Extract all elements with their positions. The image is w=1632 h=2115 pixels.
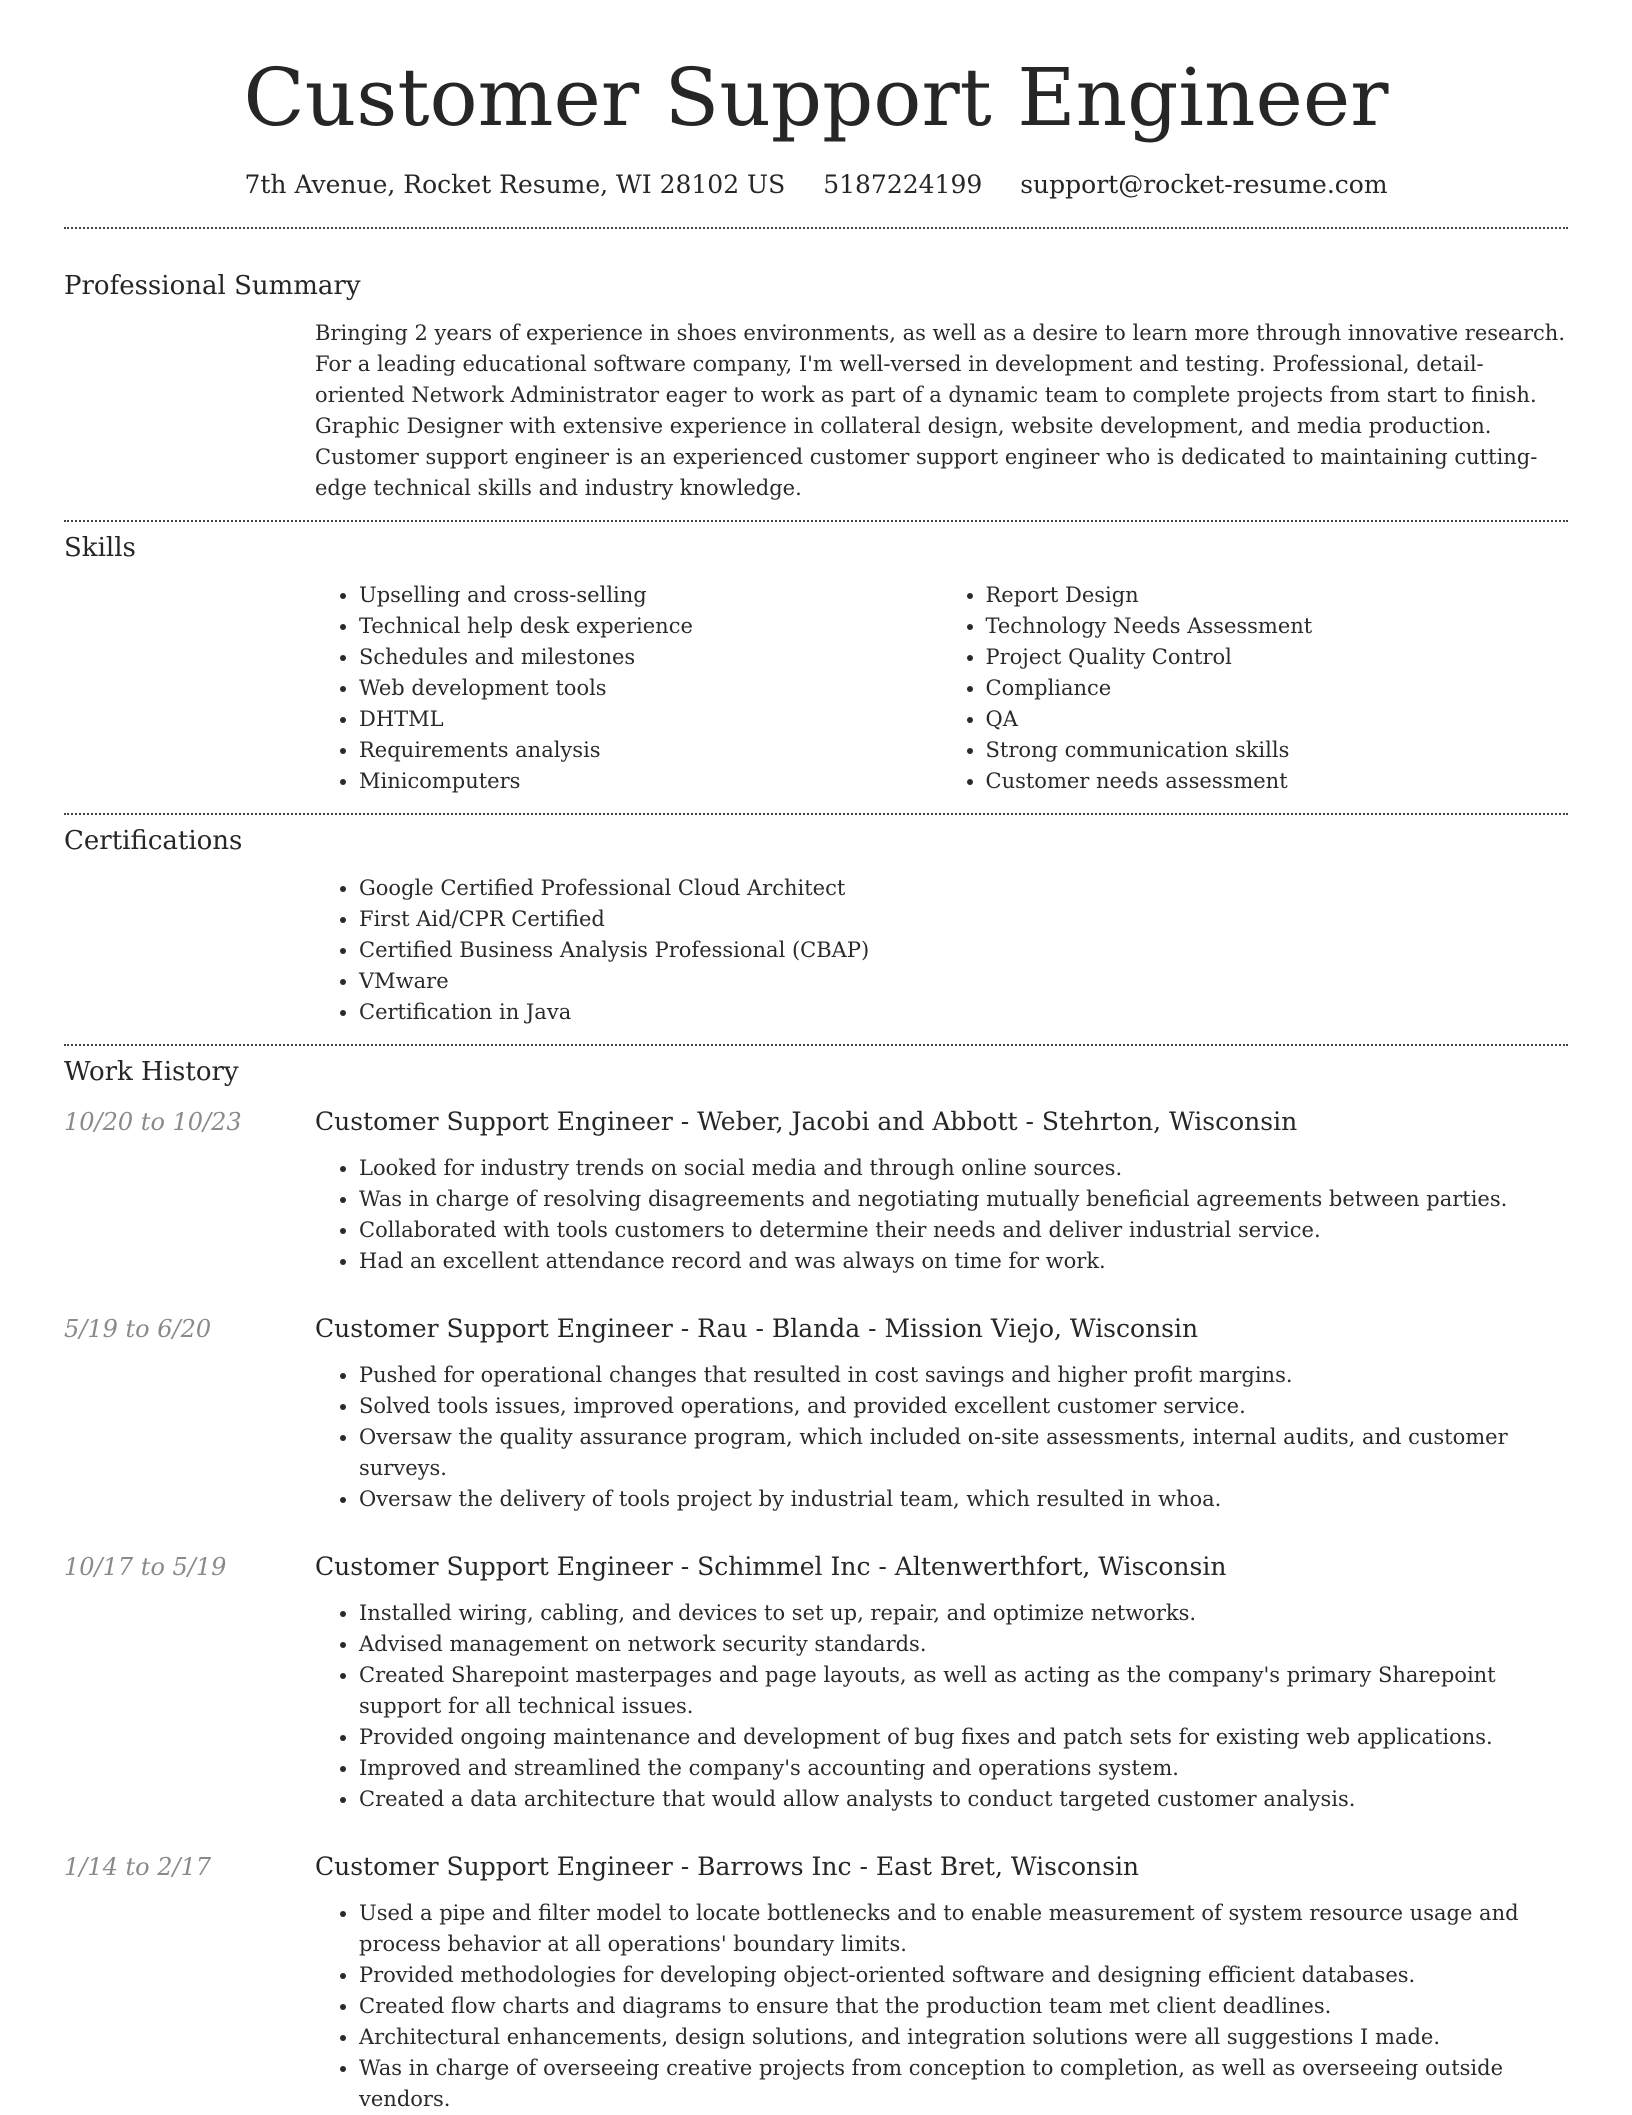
work-section <box>64 1046 1568 2115</box>
job-bullet: • Improved and streamlined the company's accounting and operations system. <box>359 1753 1568 1784</box>
job-bullets <box>315 1898 1568 2115</box>
skill-item: • Report Design <box>986 580 1569 611</box>
skill-item: • Requirements analysis <box>359 735 942 766</box>
certifications-list <box>315 873 1568 1028</box>
summary-text: Bringing 2 years of experience in shoes environments, as well as a desire to learn more through innovative research. For a leading educational software company, I'm well-versed in development and testing. Professional, detail-oriented Network Administrator eager to work as part of a dynamic team to complete projects from start to finish. Graphic Designer with extensive experience in collateral design, website development, and media production. Customer support engineer is an experienced customer support engineer who is dedicated to maintaining cutting-edge technical skills and industry knowledge. <box>315 321 1566 500</box>
job-bullet: • Oversaw the delivery of tools project by industrial team, which resulted in whoa. <box>359 1484 1568 1515</box>
job-bullet: • Looked for industry trends on social media and through online sources. <box>359 1153 1568 1184</box>
job-entry <box>64 1312 1568 1515</box>
job-bullet: • Was in charge of overseeing creative projects from conception to completion, as well as overseeing outside vendors. <box>359 2053 1568 2115</box>
job-bullets <box>315 1153 1568 1277</box>
certifications-section <box>64 815 1568 1028</box>
skill-item: • Customer needs assessment <box>986 766 1569 797</box>
certification-item: • First Aid/CPR Certified <box>359 904 1568 935</box>
summary-section <box>64 229 1568 504</box>
skill-item: • Strong communication skills <box>986 735 1569 766</box>
skills-right-list <box>942 580 1569 797</box>
job-bullets <box>315 1598 1568 1815</box>
job-bullet: • Provided methodologies for developing object-oriented software and designing efficient databases. <box>359 1960 1568 1991</box>
job-title: Customer Support Engineer - Rau - Blanda - Mission Viejo, Wisconsin <box>315 1314 1199 1343</box>
job-bullet: • Oversaw the quality assurance program, which included on-site assessments, internal audits, and customer surveys. <box>359 1422 1568 1484</box>
job-dates: 10/17 to 5/19 <box>64 1553 227 1581</box>
skill-item: • Web development tools <box>359 673 942 704</box>
summary-title: Professional Summary <box>64 271 361 301</box>
job-title: Customer Support Engineer - Barrows Inc - East Bret, Wisconsin <box>315 1852 1140 1881</box>
skills-title: Skills <box>64 533 136 563</box>
job-entry <box>64 1105 1568 1277</box>
skill-item: • Technology Needs Assessment <box>986 611 1569 642</box>
contact-address: 7th Avenue, Rocket Resume, WI 28102 US <box>244 170 786 199</box>
skills-section <box>64 522 1568 797</box>
skill-item: • Technical help desk experience <box>359 611 942 642</box>
skill-item: • Schedules and milestones <box>359 642 942 673</box>
job-bullet: • Created Sharepoint masterpages and page layouts, as well as acting as the company's primary Sharepoint support for all technical issues. <box>359 1660 1568 1722</box>
job-dates: 10/20 to 10/23 <box>64 1108 242 1136</box>
job-title: Customer Support Engineer - Weber, Jacobi and Abbott - Stehrton, Wisconsin <box>315 1107 1298 1136</box>
job-bullet: • Pushed for operational changes that resulted in cost savings and higher profit margins. <box>359 1360 1568 1391</box>
skill-item: • Compliance <box>986 673 1569 704</box>
skill-item: • DHTML <box>359 704 942 735</box>
job-bullets <box>315 1360 1568 1515</box>
job-bullet: • Installed wiring, cabling, and devices to set up, repair, and optimize networks. <box>359 1598 1568 1629</box>
contact-phone: 5187224199 <box>823 170 983 199</box>
certification-item: • Google Certified Professional Cloud Architect <box>359 873 1568 904</box>
job-bullet: • Solved tools issues, improved operations, and provided excellent customer service. <box>359 1391 1568 1422</box>
job-dates: 1/14 to 2/17 <box>64 1853 212 1881</box>
job-bullet: • Created a data architecture that would allow analysts to conduct targeted customer analysis. <box>359 1784 1568 1815</box>
job-dates: 5/19 to 6/20 <box>64 1315 212 1343</box>
job-bullet: • Had an excellent attendance record and was always on time for work. <box>359 1246 1568 1277</box>
job-bullet: • Architectural enhancements, design solutions, and integration solutions were all suggestions I made. <box>359 2022 1568 2053</box>
contact-email: support@rocket-resume.com <box>1020 170 1388 199</box>
certification-item: • Certification in Java <box>359 997 1568 1028</box>
job-entry <box>64 1550 1568 1815</box>
certification-item: • Certified Business Analysis Professional (CBAP) <box>359 935 1568 966</box>
skill-item: • Upselling and cross-selling <box>359 580 942 611</box>
contact-line <box>64 170 1568 199</box>
certification-item: • VMware <box>359 966 1568 997</box>
work-title: Work History <box>64 1057 239 1087</box>
job-entry <box>64 1850 1568 2115</box>
skills-left-list <box>315 580 942 797</box>
resume-page <box>64 0 1568 2115</box>
job-bullet: • Advised management on network security standards. <box>359 1629 1568 1660</box>
job-bullet: • Was in charge of resolving disagreements and negotiating mutually beneficial agreements between parties. <box>359 1184 1568 1215</box>
job-title: Customer Support Engineer - Schimmel Inc - Altenwerthfort, Wisconsin <box>315 1552 1227 1581</box>
job-bullet: • Created flow charts and diagrams to ensure that the production team met client deadlines. <box>359 1991 1568 2022</box>
job-bullet: • Used a pipe and filter model to locate bottlenecks and to enable measurement of system resource usage and process behavior at all operations' boundary limits. <box>359 1898 1568 1960</box>
certifications-title: Certifications <box>64 826 243 856</box>
skill-item: • Project Quality Control <box>986 642 1569 673</box>
skill-item: • QA <box>986 704 1569 735</box>
job-bullet: • Collaborated with tools customers to determine their needs and deliver industrial service. <box>359 1215 1568 1246</box>
skill-item: • Minicomputers <box>359 766 942 797</box>
job-bullet: • Provided ongoing maintenance and development of bug fixes and patch sets for existing web applications. <box>359 1722 1568 1753</box>
resume-name: Customer Support Engineer <box>243 51 1389 144</box>
skills-list <box>315 580 1568 797</box>
